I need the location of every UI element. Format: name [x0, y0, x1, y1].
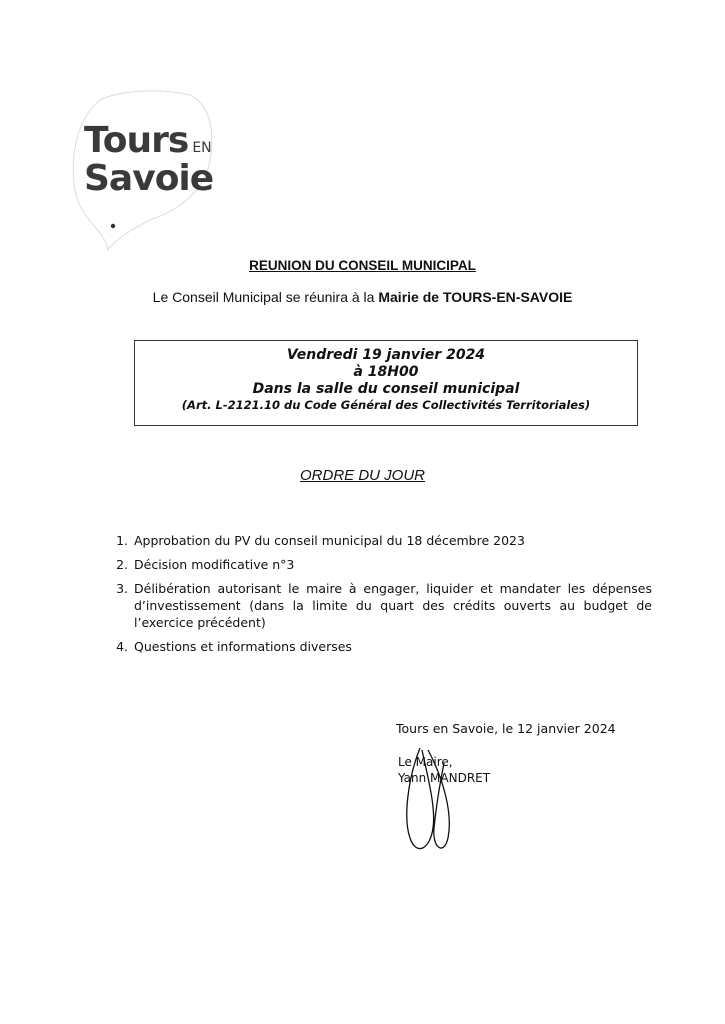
- logo-text-line1: Tours EN: [84, 120, 212, 161]
- intro-text: [0, 289, 725, 305]
- agenda-item: 4. Questions et informations diverses: [132, 638, 652, 655]
- agenda-item: 3. Délibération autorisant le maire à engager, liquider et mandater les dépenses d’investissement (dans la limite du quart des crédits ouverts au budget de l’exercice précédent): [132, 580, 652, 631]
- signatory-title: Le Maire,: [398, 755, 453, 769]
- agenda-item: 2. Décision modificative n°3: [132, 556, 652, 573]
- meeting-date: Vendredi 19 janvier 2024: [286, 347, 486, 363]
- agenda-list: [92, 532, 652, 662]
- logo-text-small: EN: [192, 140, 212, 156]
- intro-lead: Le Conseil Municipal se réunira à la: [152, 289, 379, 305]
- meeting-legal-reference: (Art. L-2121.10 du Code Général des Collectivités Territoriales): [181, 398, 591, 412]
- logo-text-line2: Savoie: [84, 158, 214, 199]
- municipal-logo: [60, 80, 240, 255]
- document-title: REUNION DU CONSEIL MUNICIPAL: [249, 258, 476, 273]
- agenda-heading: ORDRE DU JOUR: [299, 467, 425, 484]
- meeting-time: à 18H00: [353, 364, 419, 380]
- intro-location: Mairie de TOURS-EN-SAVOIE: [378, 289, 573, 305]
- place-and-date: Tours en Savoie, le 12 janvier 2024: [396, 721, 616, 736]
- signatory-name: Yann MANDRET: [398, 771, 491, 785]
- meeting-place: Dans la salle du conseil municipal: [252, 381, 520, 397]
- agenda-item: 1. Approbation du PV du conseil municipal du 18 décembre 2023: [132, 532, 652, 549]
- meeting-details-box: [134, 340, 638, 426]
